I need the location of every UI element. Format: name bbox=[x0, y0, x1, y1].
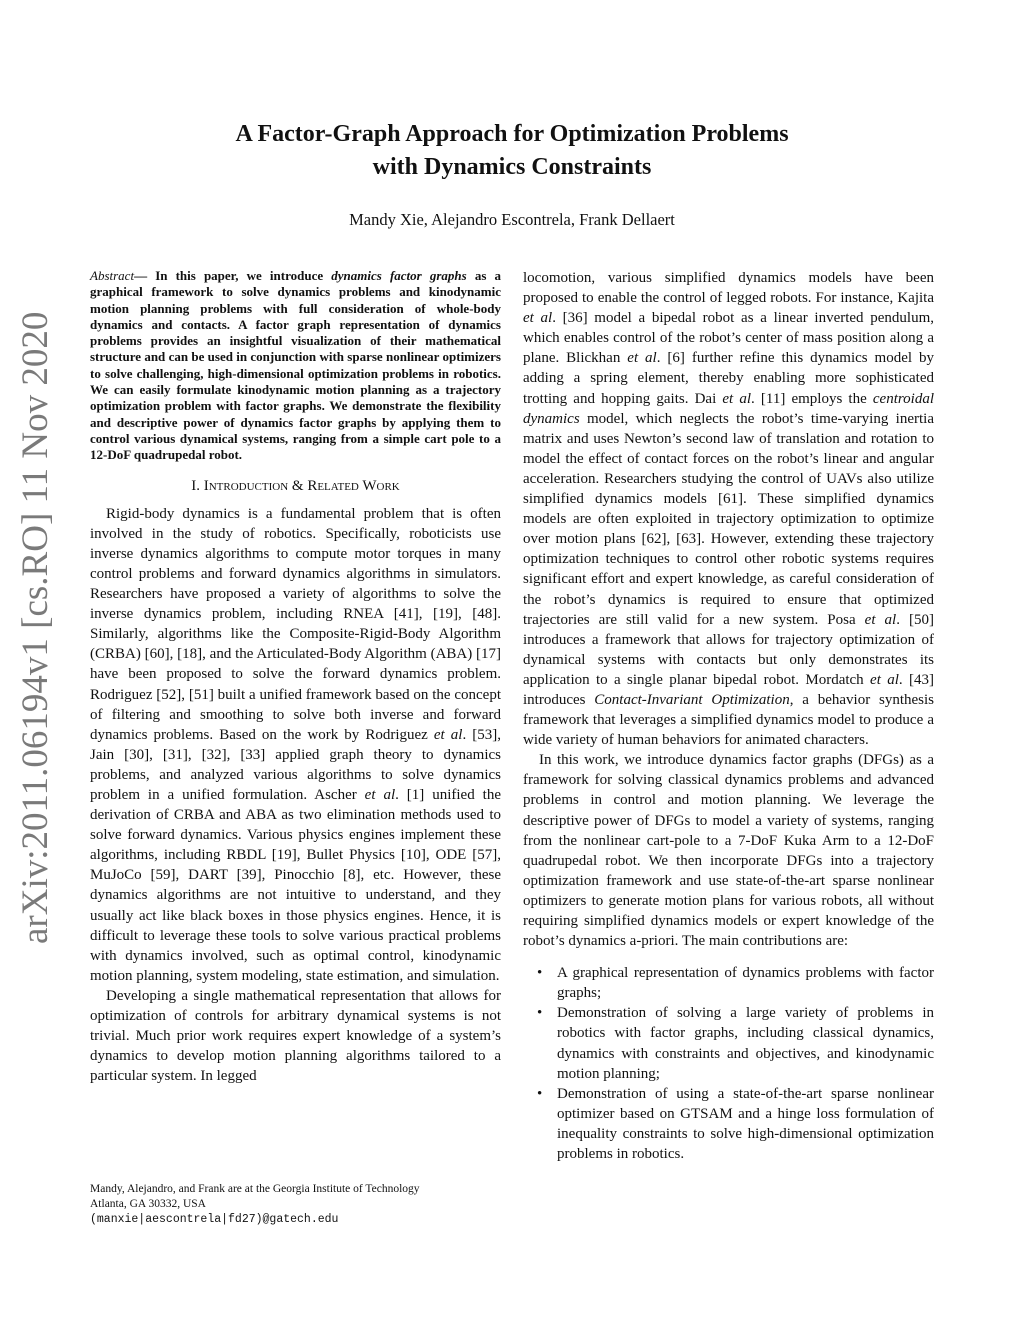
abstract-intro: In this paper, we introduce bbox=[147, 268, 332, 283]
rw-etal-5: et al bbox=[870, 671, 899, 688]
rw-etal-4: et al bbox=[864, 611, 897, 628]
abstract-body: as a graphical framework to solve dynamics problems and kinodynamic motion planning problems with full consideration of whole-body dynamics and contacts. A factor graph representation of dynamics problems provides an insightful visualization of their mathematical structure and can be used in conjunction with sparse nonlinear optimizers to solve challenging, high-dimensional optimization problems in robotics. We can easily formulate kinodynamic motion planning as a trajectory optimization problem with factor graphs. We demonstrate the flexibility and descriptive power of dynamics factor graphs by applying them to control various dynamical systems, ranging from a simple cart pole to a 12-DoF quadrupedal robot. bbox=[90, 268, 501, 463]
abstract-dash: — bbox=[134, 268, 148, 283]
rw-text-g: . [43] introduces bbox=[523, 671, 934, 708]
contribution-text: Demonstration of solving a large variety of problems in robotics with factor graphs, including classical dynamics, dynamics with constraints and objectives, and kinodynamic motion planning; bbox=[557, 1005, 934, 1082]
contributions-intro-paragraph: In this work, we introduce dynamics factor graphs (DFGs) as a framework for solving classical dynamics problems and advanced problems in control and motion planning. We leverage the descriptive power of DFGs to model a variety of systems, ranging from the nonlinear cart-pole to a 7-DoF Kuka Arm to a 12-DoF quadrupedal robot. We then incorporate DFGs into a trajectory optimization framework and use state-of-the-art sparse nonlinear optimizers to generate motion plans for various robots, all without requiring simplified dynamics models or expert knowledge of the robot’s dynamics a-priori. The main contributions are: bbox=[523, 752, 934, 950]
intro-p1-etal-2: et al bbox=[364, 786, 396, 803]
contribution-text: Demonstration of using a state-of-the-art sparse nonlinear optimizer based on GTSAM and a hinge loss formulation of inequality constraints to solve high-dimensional optimization problems in robotics. bbox=[557, 1085, 934, 1163]
intro-paragraph-1 bbox=[90, 504, 501, 986]
rw-text-h: , a behavior synthesis framework that leverages a simplified dynamics model to produce a wide variety of human behaviors for animated characters. bbox=[523, 691, 934, 749]
rw-text-b: . [36] model a bipedal robot as a linear inverted pendulum, which enables control of the robot’s center of mass position along a plane. Blickhan bbox=[523, 310, 934, 367]
left-column bbox=[90, 268, 501, 1086]
bullet-icon: • bbox=[537, 965, 543, 982]
abstract-term: dynamics factor graphs bbox=[331, 268, 467, 283]
related-work-paragraph bbox=[523, 268, 934, 750]
abstract bbox=[90, 268, 501, 464]
list-item bbox=[523, 1084, 934, 1164]
intro-p1-text-b: . [53], Jain [30], [31], [32], [33] applied graph theory to dynamics problems, and analyzed various algorithms to solve dynamics problem in a unified formulation. Ascher bbox=[90, 726, 501, 803]
contributions-list bbox=[523, 963, 934, 1164]
section-heading-introduction: I. Introduction & Related Work bbox=[191, 477, 400, 494]
rw-cio-term: Contact-Invariant Optimization bbox=[594, 691, 790, 708]
title-line-2: with Dynamics Constraints bbox=[372, 154, 652, 180]
contribution-text: A graphical representation of dynamics problems with factor graphs; bbox=[557, 965, 934, 1002]
rw-centroidal-term: centroidal dynamics bbox=[523, 390, 934, 427]
intro-p1-etal-1: et al bbox=[433, 726, 463, 743]
rw-text-a: locomotion, various simplified dynamics models have been proposed to enable the control of legged robots. For instance, Kajita bbox=[523, 270, 934, 307]
rw-etal-1: et al bbox=[523, 310, 553, 327]
list-item bbox=[523, 1003, 934, 1083]
footnote-line-1: Mandy, Alejandro, and Frank are at the Georgia Institute of Technology bbox=[90, 1183, 420, 1195]
author-affiliation-footnote bbox=[90, 1182, 501, 1227]
rw-etal-2: et al bbox=[627, 350, 657, 367]
list-item bbox=[523, 963, 934, 1003]
right-column bbox=[523, 268, 934, 1164]
rw-text-e: model, which neglects the robot’s time-varying inertia matrix and uses Newton’s second law of translation and rotation to model the effect of contact forces on the robot’s linear and angular acceleration. Researchers studying the control of UAVs also utilize simplified dynamics models [61]. These simplified dynamics models are often exploited in trajectory optimization to optimize over motion plans [62], [63]. However, extending these trajectory optimization techniques to control other robotic systems requires significant effort and expert knowledge, as careful consideration of the robot’s dynamics is required to ensure that optimized trajectories are still valid for a new system. Posa bbox=[523, 410, 934, 628]
bullet-icon: • bbox=[537, 1005, 543, 1022]
paper-title bbox=[0, 118, 1024, 184]
footnote-email: (manxie|aescontrela|fd27)@gatech.edu bbox=[90, 1213, 339, 1226]
bullet-icon: • bbox=[537, 1085, 543, 1102]
rw-text-c: . [6] further refine this dynamics model by adding a spring element, thereby enabling more sophisticated trotting and hopping gaits. Dai bbox=[523, 350, 934, 407]
rw-etal-3: et al bbox=[722, 390, 752, 407]
abstract-label: Abstract bbox=[90, 268, 135, 283]
intro-p1-text-c: . [1] unified the derivation of CRBA and ABA as two elimination methods used to solve forward dynamics. Various physics engines implement these algorithms, including RBDL [19], Bullet Physics [10], ODE [57], MuJoCo [59], DART [39], Pinocchio [8], etc. However, these dynamics algorithms are not intuitive to understand, and they usually act like black boxes in those physics engines. Hence, it is difficult to leverage these tools to solve various practical problems with dynamics involved, such as optimal control, kinodynamic motion planning, system modeling, state estimation, and simulation. bbox=[90, 786, 501, 984]
rw-text-f: . [50] introduces a framework that allows for trajectory optimization of dynamical systems with contacts but only demonstrates its application to a single planar bipedal robot. Mordatch bbox=[523, 611, 934, 688]
intro-paragraph-2: Developing a single mathematical representation that allows for optimization of controls for arbitrary dynamical systems is not trivial. Much prior work requires expert knowledge of a system’s dynamics to develop motion planning algorithms tailored to a particular system. In legged bbox=[90, 987, 501, 1085]
author-list: Mandy Xie, Alejandro Escontrela, Frank Dellaert bbox=[349, 210, 675, 229]
rw-text-d: . [11] employs the bbox=[751, 390, 873, 407]
title-line-1: A Factor-Graph Approach for Optimization Problems bbox=[235, 121, 789, 147]
arxiv-identifier: arXiv:2011.06194v1 [cs.RO] 11 Nov 2020 bbox=[15, 311, 56, 944]
footnote-line-2: Atlanta, GA 30332, USA bbox=[90, 1198, 206, 1210]
intro-p1-text-a: Rigid-body dynamics is a fundamental problem that is often involved in the study of robotics. Specifically, roboticists use inverse dynamics algorithms to compute motor torques in many control problems and forward dynamics algorithms in simulators. Researchers have proposed a variety of algorithms to solve the inverse dynamics problem, including RNEA [41], [19], [48]. Similarly, algorithms like the Composite-Rigid-Body Algorithm (CRBA) [60], [18], and the Articulated-Body Algorithm (ABA) [17] have been proposed to solve the forward dynamics problem. Rodriguez [52], [51] built a unified framework based on the concept of filtering and smoothing to solve both inverse and forward dynamics problems. Based on the work by Rodriguez bbox=[90, 505, 501, 743]
